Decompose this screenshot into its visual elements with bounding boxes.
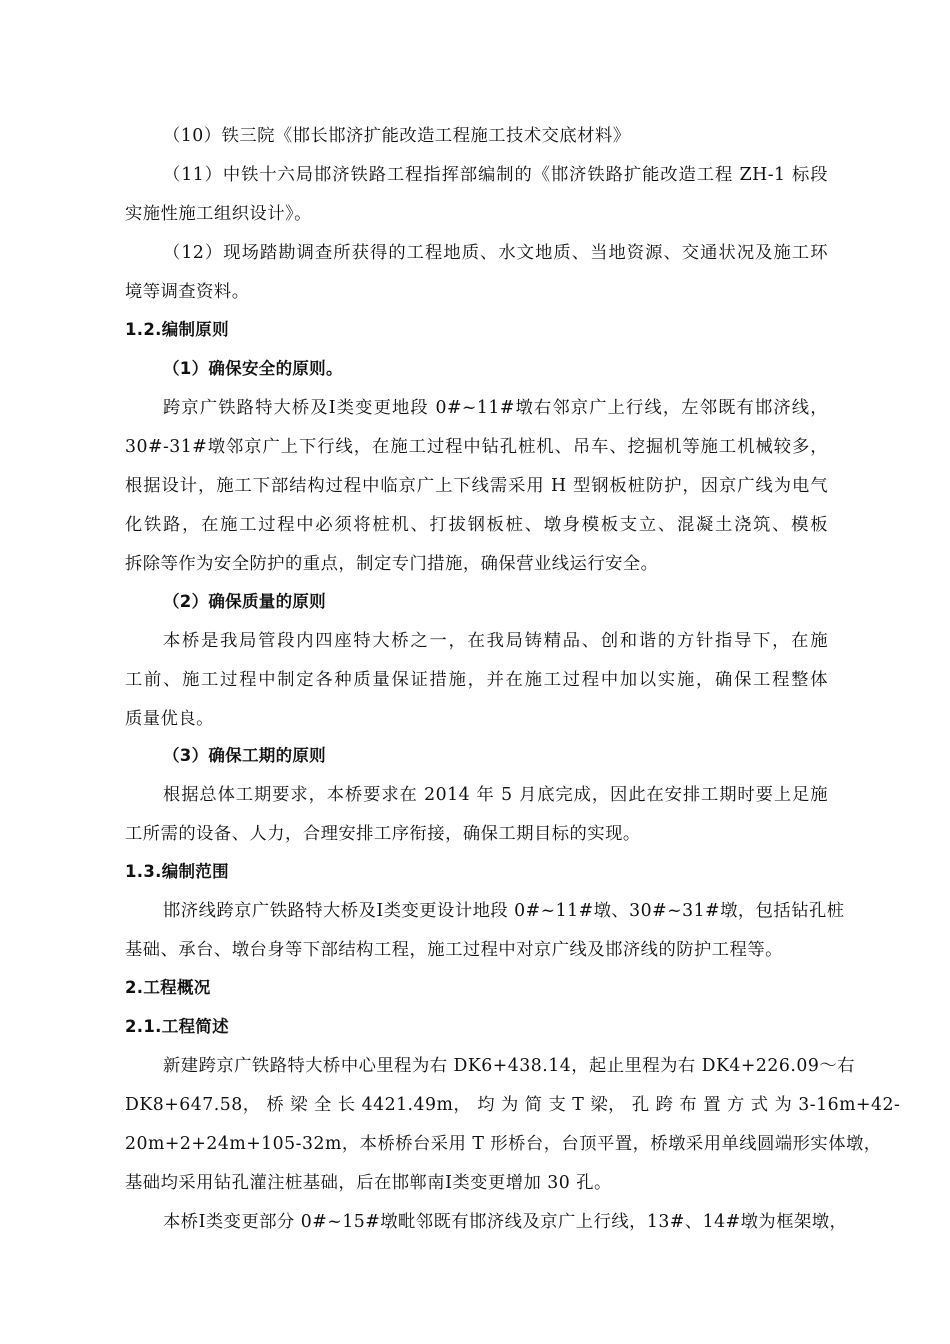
paragraph-line: 工所需的设备、人力，合理安排工序衔接，确保工期目标的实现。 xyxy=(125,824,641,844)
paragraph-line: 跨京广铁路特大桥及Ⅰ类变更地段 0#~11#墩右邻京广上行线，左邻既有邯济线， xyxy=(163,398,828,418)
paragraph-line: 基础、承台、墩台身等下部结构工程，施工过程中对京广线及邯济线的防护工程等。 xyxy=(125,940,783,960)
section-heading-1-3: 1.3.编制范围 xyxy=(125,862,229,881)
paragraph-line: 根据设计，施工下部结构过程中临京广上下线需采用 H 型钢板桩防护，因京广线为电气 xyxy=(125,476,828,496)
principle-quality-title: （2）确保质量的原则 xyxy=(163,592,326,611)
principle-schedule-title: （3）确保工期的原则 xyxy=(163,746,326,765)
paragraph-line: 本桥是我局管段内四座特大桥之一，在我局铸精品、创和谐的方针指导下，在施 xyxy=(163,631,828,651)
paragraph-line: DK8+647.58， 桥 梁 全 长 4421.49m， 均 为 简 支 T 梁， 孔 跨 布 置 方 式 为 3-16m+42- xyxy=(125,1095,901,1115)
reference-11-line2: 实施性施工组织设计》。 xyxy=(125,204,312,224)
paragraph-line: 化铁路，在施工过程中必须将桩机、打拔钢板桩、墩身模板支立、混凝土浇筑、模板 xyxy=(125,515,828,535)
paragraph-line: 20m+2+24m+105-32m，本桥桥台采用 T 形桥台，台顶平置，桥墩采用单线圆端形实体墩， xyxy=(125,1134,882,1154)
paragraph-line: 邯济线跨京广铁路特大桥及Ⅰ类变更设计地段 0#~11#墩、30#~31#墩，包括钻孔桩 xyxy=(163,901,845,921)
paragraph-line: 本桥Ⅰ类变更部分 0#~15#墩毗邻既有邯济线及京广上行线，13#、14#墩为框架墩， xyxy=(163,1212,848,1232)
section-heading-2: 2.工程概况 xyxy=(125,978,211,997)
reference-11-line1: （11）中铁十六局邯济铁路工程指挥部编制的《邯济铁路扩能改造工程 ZH-1 标段 xyxy=(163,165,828,185)
principle-safety-title: （1）确保安全的原则。 xyxy=(163,359,343,378)
section-heading-2-1: 2.1.工程简述 xyxy=(125,1017,229,1036)
paragraph-line: 质量优良。 xyxy=(125,709,214,729)
reference-10: （10）铁三院《邯长邯济扩能改造工程施工技术交底材料》 xyxy=(163,126,631,146)
reference-12-line2: 境等调查资料。 xyxy=(125,282,250,302)
section-heading-1-2: 1.2.编制原则 xyxy=(125,320,229,339)
paragraph-line: 工前、施工过程中制定各种质量保证措施，并在施工过程中加以实施，确保工程整体 xyxy=(125,670,828,690)
paragraph-line: 30#-31#墩邻京广上下行线，在施工过程中钻孔桩机、吊车、挖掘机等施工机械较多， xyxy=(125,437,828,457)
paragraph-line: 拆除等作为安全防护的重点，制定专门措施，确保营业线运行安全。 xyxy=(125,554,659,574)
reference-12-line1: （12）现场踏勘调查所获得的工程地质、水文地质、当地资源、交通状况及施工环 xyxy=(163,243,828,263)
paragraph-line: 基础均采用钻孔灌注桩基础，后在邯郸南Ⅰ类变更增加 30 孔。 xyxy=(125,1173,612,1193)
paragraph-line: 根据总体工期要求，本桥要求在 2014 年 5 月底完成，因此在安排工期时要上足施 xyxy=(163,785,828,805)
paragraph-line: 新建跨京广铁路特大桥中心里程为右 DK6+438.14，起止里程为右 DK4+226.09～右 xyxy=(163,1056,855,1076)
